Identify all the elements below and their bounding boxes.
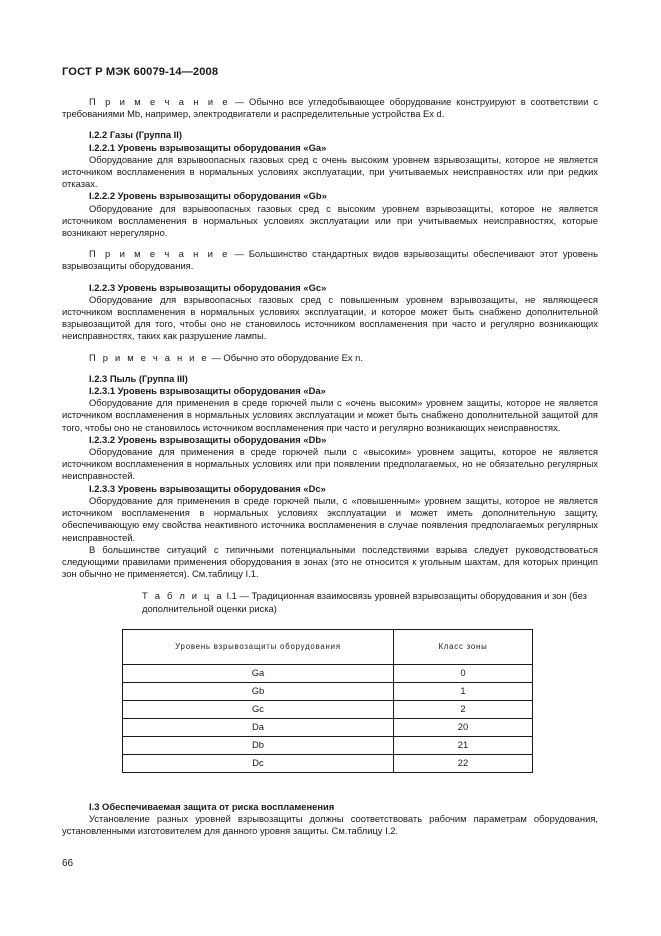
cell-zone: 2 [394, 700, 533, 718]
table-caption-label: Т а б л и ц а [142, 590, 224, 602]
note-label: П р и м е ч а н и е [89, 96, 230, 107]
note-label: П р и м е ч а н и е [89, 351, 209, 363]
table-caption-text: I.1 — Традиционная взаимосвязь уровней взрывозащиты оборудования и зон (без дополнительной оценки риска) [142, 590, 587, 614]
page-number: 66 [62, 858, 74, 869]
page-header-title: ГОСТ Р МЭК 60079-14—2008 [62, 66, 219, 78]
heading-dc: I.2.3.3 Уровень взрывозащиты оборудования «Dc» [89, 482, 326, 494]
document-body [62, 96, 598, 837]
paragraph-general: В большинстве ситуаций с типичными потенциальными последствиями взрыва следует руководствоваться следующими правилами применения оборудования в зонах (это не относится к угольным шахтам, для которых принцип зон обычно не применяется). См.таблицу I.1. [62, 543, 598, 580]
table-row [123, 736, 533, 754]
heading-gases: I.2.2 Газы (Группа II) [89, 129, 183, 141]
column-header-level: Уровень взрывозащиты оборудования [123, 629, 394, 664]
note-text: — Большинство стандартных видов взрывозащиты обеспечивают этот уровень взрывозащиты оборудования. [62, 248, 598, 272]
paragraph-da: Оборудование для применения в среде горючей пыли с «очень высоким» уровнем защиты, которое не является источником воспламенения в нормальных условиях эксплуатации и может быть снабжено дополнительной защитой для того, чтобы оно не становилось источником воспламенения при часто и регулярно возникающих неисправностях. [62, 397, 598, 433]
cell-zone: 22 [394, 754, 533, 772]
heading-gc: I.2.2.3 Уровень взрывозащиты оборудования «Gc» [89, 281, 327, 293]
paragraph-protection: Установление разных уровней взрывозащиты должны соответствовать рабочим параметрам оборудования, установленными изготовителем для данного уровня защиты. См.таблицу I.2. [62, 812, 598, 837]
heading-gb: I.2.2.2 Уровень взрывозащиты оборудования «Gb» [89, 190, 327, 202]
note-mining [62, 96, 598, 120]
heading-db: I.2.3.2 Уровень взрывозащиты оборудования «Db» [89, 433, 327, 445]
cell-level: Da [123, 718, 394, 736]
note-standard-types [62, 248, 598, 272]
note-text: — Обычно все угледобывающее оборудование конструируют в соответствии с требованиями Mb, например, электродвигатели и распределительные устройства Ex d. [62, 96, 598, 120]
cell-zone: 21 [394, 736, 533, 754]
paragraph-db: Оборудование для применения в среде горючей пыли с «высоким» уровнем защиты, которое не является источником воспламенения в нормальных условиях или при появлении предполагаемых, но не обязательно регулярных неисправностей. [62, 446, 598, 482]
note-text: — Обычно это оборудование Ex n. [208, 351, 363, 363]
cell-zone: 1 [394, 682, 533, 700]
heading-protection: I.3 Обеспечиваемая защита от риска воспламенения [89, 800, 335, 812]
table-row [123, 754, 533, 772]
cell-zone: 20 [394, 718, 533, 736]
cell-level: Gb [123, 682, 394, 700]
table-row [123, 718, 533, 736]
note-ex-n [62, 352, 598, 364]
cell-level: Dc [123, 754, 394, 772]
heading-dust: I.2.3 Пыль (Группа III) [89, 372, 188, 384]
heading-da: I.2.3.1 Уровень взрывозащиты оборудования «Da» [89, 385, 326, 397]
table-row [123, 682, 533, 700]
cell-level: Ga [123, 664, 394, 682]
table-header-row [123, 629, 533, 664]
paragraph-dc: Оборудование для применения в среде горючей пыли, с «повышенным» уровнем защиты, которое не является источником воспламенения в нормальных условиях эксплуатации и может иметь дополнительную защиту, обеспечивающую ему свойства неактивного источника воспламенения в случае появления предполагаемых регулярных неисправностей. [62, 494, 598, 543]
zone-table [122, 629, 533, 773]
note-label: П р и м е ч а н и е [89, 248, 230, 260]
table-row [123, 700, 533, 718]
cell-zone: 0 [394, 664, 533, 682]
paragraph-ga: Оборудование для взрывоопасных газовых сред с очень высоким уровнем взрывозащиты, которое не является источником воспламенения в нормальных условиях эксплуатации, при учитываемых неисправностях или при редких отказах. [62, 153, 598, 190]
paragraph-gc: Оборудование для взрывоопасных газовых сред с повышенным уровнем взрывозащиты, не являющееся источником воспламенения в нормальных условиях эксплуатации, и которое может быть снабжено дополнительной взрывозащитой для того, чтобы оно не становилось источником воспламенения при часто и регулярно возникающих неисправностях, таких как разрушение лампы. [62, 293, 598, 342]
paragraph-gb: Оборудование для взрывоопасных газовых сред с высоким уровнем взрывозащиты, которое не является источником воспламенения в нормальных условиях эксплуатации или при учитываемых неисправностях, которые возникают нерегулярно. [62, 202, 598, 239]
heading-ga: I.2.2.1 Уровень взрывозащиты оборудования «Ga» [89, 141, 327, 153]
table-caption [62, 590, 598, 614]
cell-level: Gc [123, 700, 394, 718]
cell-level: Db [123, 736, 394, 754]
table-row [123, 664, 533, 682]
column-header-zone: Класс зоны [394, 629, 533, 664]
